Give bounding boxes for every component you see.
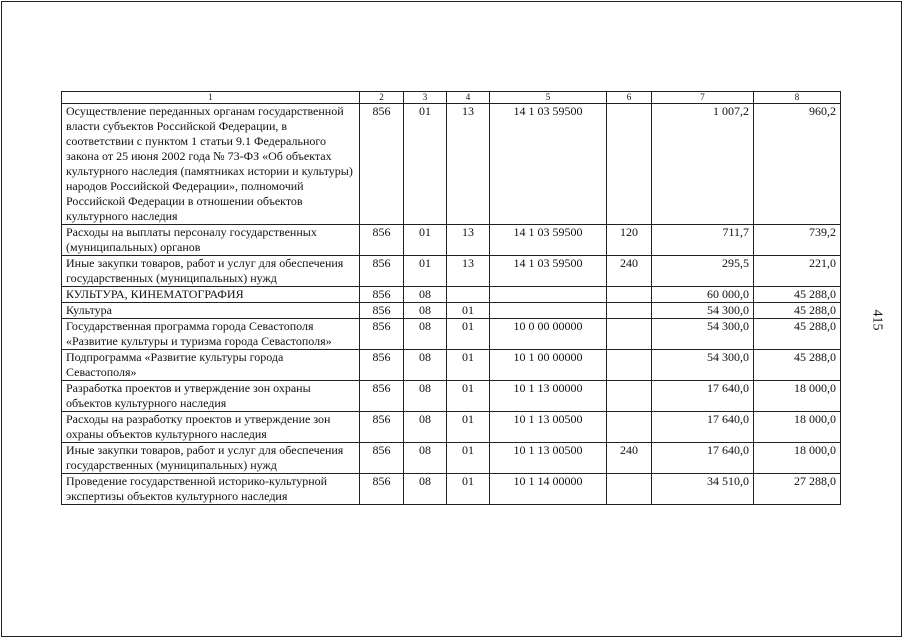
cell-amount-2: 45 288,0 [754, 303, 841, 319]
table-row [62, 381, 841, 412]
row-name: Иные закупки товаров, работ и услуг для обеспечения государственных (муниципальных) нужд [62, 443, 360, 474]
cell-amount-1: 711,7 [652, 225, 754, 256]
cell-expense-type: 120 [607, 225, 652, 256]
cell-ministry: 856 [360, 474, 404, 505]
cell-section: 08 [404, 412, 447, 443]
cell-amount-2: 45 288,0 [754, 350, 841, 381]
cell-target-article [490, 303, 607, 319]
cell-ministry: 856 [360, 381, 404, 412]
table-row [62, 303, 841, 319]
cell-ministry: 856 [360, 350, 404, 381]
cell-target-article: 10 1 13 00500 [490, 412, 607, 443]
cell-amount-1: 54 300,0 [652, 350, 754, 381]
cell-amount-2: 960,2 [754, 104, 841, 225]
cell-target-article: 10 0 00 00000 [490, 319, 607, 350]
cell-subsection: 13 [447, 225, 490, 256]
cell-subsection: 01 [447, 319, 490, 350]
cell-subsection: 01 [447, 412, 490, 443]
cell-section: 01 [404, 256, 447, 287]
table-row [62, 104, 841, 225]
header-cell: 6 [607, 92, 652, 104]
cell-section: 08 [404, 319, 447, 350]
table-row [62, 474, 841, 505]
cell-amount-2: 18 000,0 [754, 443, 841, 474]
table-row [62, 319, 841, 350]
table-row [62, 443, 841, 474]
cell-section: 08 [404, 350, 447, 381]
header-row [62, 92, 841, 104]
header-cell: 2 [360, 92, 404, 104]
cell-subsection: 01 [447, 381, 490, 412]
cell-amount-2: 45 288,0 [754, 319, 841, 350]
table-row [62, 225, 841, 256]
cell-target-article: 14 1 03 59500 [490, 225, 607, 256]
header-cell: 4 [447, 92, 490, 104]
cell-amount-2: 221,0 [754, 256, 841, 287]
cell-subsection: 01 [447, 443, 490, 474]
cell-section: 01 [404, 104, 447, 225]
row-name: Подпрограмма «Развитие культуры города Севастополя» [62, 350, 360, 381]
cell-ministry: 856 [360, 319, 404, 350]
cell-subsection: 01 [447, 303, 490, 319]
cell-expense-type: 240 [607, 443, 652, 474]
header-cell: 3 [404, 92, 447, 104]
cell-ministry: 856 [360, 256, 404, 287]
cell-subsection: 13 [447, 104, 490, 225]
cell-ministry: 856 [360, 303, 404, 319]
header-cell: 7 [652, 92, 754, 104]
header-cell: 5 [490, 92, 607, 104]
cell-amount-2: 18 000,0 [754, 381, 841, 412]
cell-amount-2: 739,2 [754, 225, 841, 256]
cell-amount-1: 17 640,0 [652, 381, 754, 412]
cell-expense-type: 240 [607, 256, 652, 287]
row-name: Иные закупки товаров, работ и услуг для обеспечения государственных (муниципальных) нужд [62, 256, 360, 287]
cell-target-article: 10 1 00 00000 [490, 350, 607, 381]
cell-section: 08 [404, 287, 447, 303]
cell-expense-type [607, 381, 652, 412]
header-cell: 1 [62, 92, 360, 104]
page-number: 415 [869, 309, 885, 331]
cell-expense-type [607, 474, 652, 505]
cell-target-article: 10 1 14 00000 [490, 474, 607, 505]
cell-target-article [490, 287, 607, 303]
cell-section: 01 [404, 225, 447, 256]
cell-target-article: 14 1 03 59500 [490, 256, 607, 287]
budget-table [61, 91, 841, 505]
cell-amount-1: 54 300,0 [652, 319, 754, 350]
cell-subsection: 13 [447, 256, 490, 287]
cell-section: 08 [404, 474, 447, 505]
cell-amount-2: 18 000,0 [754, 412, 841, 443]
cell-amount-1: 17 640,0 [652, 412, 754, 443]
cell-expense-type [607, 412, 652, 443]
cell-amount-2: 27 288,0 [754, 474, 841, 505]
cell-expense-type [607, 319, 652, 350]
cell-ministry: 856 [360, 443, 404, 474]
cell-ministry: 856 [360, 412, 404, 443]
row-name: Осуществление переданных органам государственной власти субъектов Российской Федерации, в соответствии с пунктом 1 статьи 9.1 Федерального закона от 25 июня 2002 года № 73-ФЗ «Об объектах культурного наследия (памятниках истории и культуры) народов Российской Федерации», полномочий Российской Федерации в отношении объектов культурного наследия [62, 104, 360, 225]
cell-amount-1: 17 640,0 [652, 443, 754, 474]
cell-target-article: 10 1 13 00500 [490, 443, 607, 474]
row-name: Расходы на разработку проектов и утверждение зон охраны объектов культурного наследия [62, 412, 360, 443]
table-row [62, 350, 841, 381]
cell-subsection [447, 287, 490, 303]
cell-amount-1: 34 510,0 [652, 474, 754, 505]
row-name: КУЛЬТУРА, КИНЕМАТОГРАФИЯ [62, 287, 360, 303]
row-name: Разработка проектов и утверждение зон охраны объектов культурного наследия [62, 381, 360, 412]
header-cell: 8 [754, 92, 841, 104]
cell-subsection: 01 [447, 474, 490, 505]
cell-expense-type [607, 303, 652, 319]
cell-amount-1: 60 000,0 [652, 287, 754, 303]
cell-ministry: 856 [360, 225, 404, 256]
cell-section: 08 [404, 443, 447, 474]
cell-amount-1: 54 300,0 [652, 303, 754, 319]
cell-section: 08 [404, 381, 447, 412]
row-name: Расходы на выплаты персоналу государственных (муниципальных) органов [62, 225, 360, 256]
cell-ministry: 856 [360, 287, 404, 303]
table-row [62, 287, 841, 303]
cell-amount-2: 45 288,0 [754, 287, 841, 303]
cell-amount-1: 295,5 [652, 256, 754, 287]
table-row [62, 412, 841, 443]
cell-section: 08 [404, 303, 447, 319]
cell-target-article: 14 1 03 59500 [490, 104, 607, 225]
row-name: Проведение государственной историко-культурной экспертизы объектов культурного наследия [62, 474, 360, 505]
cell-expense-type [607, 350, 652, 381]
cell-target-article: 10 1 13 00000 [490, 381, 607, 412]
row-name: Государственная программа города Севастополя «Развитие культуры и туризма города Севастополя» [62, 319, 360, 350]
cell-amount-1: 1 007,2 [652, 104, 754, 225]
cell-expense-type [607, 104, 652, 225]
row-name: Культура [62, 303, 360, 319]
cell-ministry: 856 [360, 104, 404, 225]
cell-subsection: 01 [447, 350, 490, 381]
cell-expense-type [607, 287, 652, 303]
table-row [62, 256, 841, 287]
